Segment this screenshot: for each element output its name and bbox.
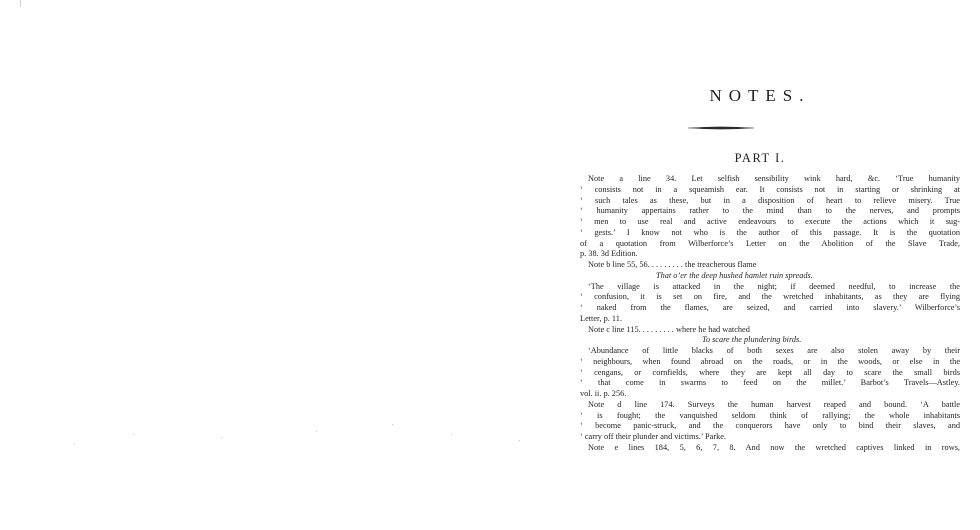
note-text-line: ‘ humanity appertains rather to the mind than to the nerves, and prompts bbox=[580, 206, 960, 216]
note-text-line: ‘ that come in swarms to feed on the millet.’ Barbot’s Travels—Astley. bbox=[580, 378, 960, 388]
note-text-line: Note e lines 184, 5, 6, 7, 8. And now the wretched captives linked in rows, bbox=[588, 442, 960, 452]
note-text-line: Note c line 115. . . . . . . . . where he had watched bbox=[588, 324, 750, 334]
note-text-line: Letter, p. 11. bbox=[580, 313, 622, 323]
note-text-line: ‘ men to use real and active endeavours to execute the actions which it sug- bbox=[580, 217, 960, 226]
page-corner-mark bbox=[20, 0, 21, 7]
note-text-line: ‘ confusion, it is set on fire, and the wretched inhabitants, as they are flying bbox=[580, 292, 960, 302]
note-text-line: ‘ cengans, or cornfields, where they are kept all day to scare the small birds bbox=[580, 367, 960, 377]
note-text-line: Note b line 55, 56. . . . . . . . . the treacherous flame bbox=[588, 260, 757, 269]
note-text-line: ‘ naked from the flames, are seized, and carried into slavery.’ Wilberforce’s bbox=[580, 303, 960, 312]
paper-speck bbox=[221, 437, 222, 438]
paper-speck bbox=[519, 440, 520, 441]
note-text-line: ‘ such tales as these, but in a disposition of heart to relieve misery. True bbox=[580, 195, 960, 205]
note-text-line: ‘ neighbours, when found abroad on the roads, or in the woods, or else in the bbox=[580, 356, 960, 366]
note-text-line: ‘ gests.’ I know not who is the author of this passage. It is the quotation bbox=[580, 227, 960, 237]
verse-quote-line: To scare the plundering birds. bbox=[702, 335, 802, 345]
right-page bbox=[560, 0, 980, 530]
note-text-line: ‘ become panic-struck, and the conquerors have only to bind their slaves, and bbox=[580, 421, 960, 431]
paper-speck bbox=[133, 434, 134, 435]
note-text-line: ‘Abundance of little blacks of both sexes are also stolen away by their bbox=[588, 346, 960, 355]
paper-speck bbox=[316, 431, 317, 432]
paper-speck bbox=[451, 434, 452, 435]
note-text-line: ‘ carry off their plunder and victims.’ Parke. bbox=[580, 432, 726, 441]
paper-speck bbox=[74, 443, 75, 444]
note-text-line: Note a line 34. Let selfish sensibility wink hard, &c. ‘True humanity bbox=[588, 174, 960, 183]
note-text-line: ‘The village is attacked in the night; if deemed needful, to increase the bbox=[588, 281, 960, 291]
notes-body bbox=[580, 174, 960, 454]
page-title: NOTES. bbox=[709, 86, 811, 105]
part-heading: PART I. bbox=[734, 151, 786, 165]
note-text-line: ‘ is fought; the vanquished seldom think of rallying; the whole inhabitants bbox=[580, 410, 960, 420]
note-text-line: vol. ii. p. 256. bbox=[580, 389, 627, 398]
divider-ornament-icon bbox=[688, 125, 754, 131]
verse-quote-line: That o’er the deep hushed hamlet ruin spreads. bbox=[656, 270, 813, 280]
note-text-line: of a quotation from Wilberforce’s Letter on the Abolition of the Slave Trade, bbox=[580, 238, 960, 248]
note-text-line: ‘ consists not in a squeamish ear. It consists not in starting or shrinking at bbox=[580, 184, 960, 194]
paper-speck bbox=[392, 424, 393, 425]
note-text-line: p. 38. 3d Edition. bbox=[580, 249, 638, 259]
note-text-line: Note d line 174. Surveys the human harvest reaped and bound. ‘A battle bbox=[588, 399, 960, 409]
